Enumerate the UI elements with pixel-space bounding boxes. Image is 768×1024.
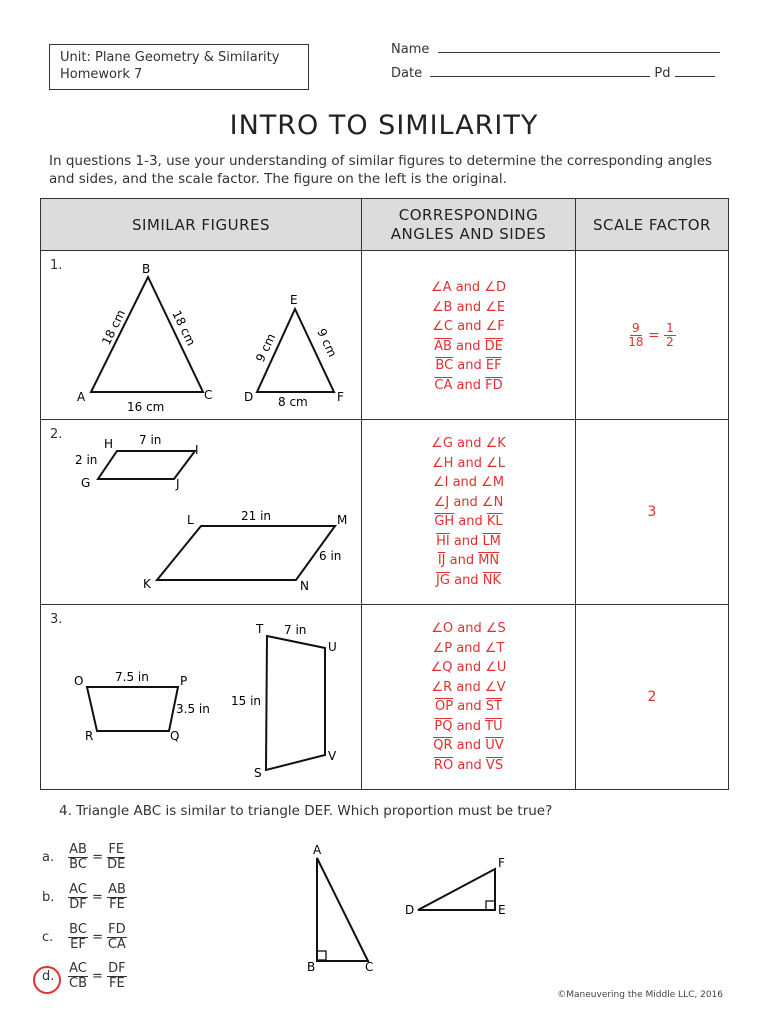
label-c: C [204, 388, 213, 402]
label-ac: 16 cm [127, 400, 165, 414]
answer-circle [33, 966, 61, 994]
row-number: 3. [50, 612, 63, 627]
svg-text:K: K [143, 577, 151, 591]
svg-text:U: U [328, 640, 337, 654]
header-similar-figures: SIMILAR FIGURES [41, 199, 362, 251]
trapezoid-stuv [266, 636, 325, 770]
svg-text:O: O [74, 674, 84, 688]
label-b: B [142, 262, 151, 276]
svg-text:L: L [187, 513, 194, 527]
svg-text:7.5 in: 7.5 in [115, 670, 149, 684]
label-bc: 18 cm [169, 308, 199, 348]
triangle-figures [41, 251, 359, 416]
corresponding-list: ∠O and ∠S ∠P and ∠T ∠Q and ∠U ∠R and ∠V $\overline{OP}$ and $\overline{ST}$ $\overline{PQ}$ and $\overline{TU}$ $\overline{QR}$ and $\overline{UV}$ $\overline{RO}$ and $\overline{VS}$ [362, 605, 576, 790]
header-scale-factor: SCALE FACTOR [576, 199, 729, 251]
svg-text:B: B [307, 960, 316, 974]
svg-text:G: G [81, 476, 91, 490]
svg-text:I: I [195, 443, 199, 457]
scale-factor-cell: $\frac{9}{18}$ = $\frac{1}{2}$ [576, 251, 729, 420]
table-row [41, 605, 729, 790]
unit-line: Unit: Plane Geometry & Similarity [60, 50, 280, 65]
similarity-table [40, 198, 729, 790]
option-a[interactable]: a. $\frac{AB}{BC}$ = $\frac{FE}{DE}$ [42, 842, 126, 872]
instructions: In questions 1-3, use your understanding of similar figures to determine the corresponding angles and sides, and the scale factor. The figure on the left is the original. [49, 153, 713, 187]
corresponding-list: ∠G and ∠K ∠H and ∠L ∠I and ∠M ∠J and ∠N $\overline{GH}$ and $\overline{KL}$ $\overline{HI}$ and $\overline{LM}$ $\overline{IJ}$ and $\overline{MN}$ $\overline{JG}$ and $\overline{NK}$ [362, 420, 576, 605]
svg-text:3.5 in: 3.5 in [176, 702, 210, 716]
label-d: D [244, 390, 254, 404]
question-4-text: 4. Triangle ABC is similar to triangle DEF. Which proportion must be true? [59, 803, 553, 819]
svg-text:N: N [300, 579, 309, 593]
svg-text:P: P [180, 674, 188, 688]
svg-text:21 in: 21 in [241, 509, 272, 523]
label-e: E [290, 293, 298, 307]
corresponding-list: ∠A and ∠D ∠B and ∠E ∠C and ∠F $\overline{AB}$ and $\overline{DE}$ $\overline{BC}$ and $\overline{EF}$ $\overline{CA}$ and $\overline{FD}$ [362, 251, 576, 420]
svg-text:2 in: 2 in [75, 453, 98, 467]
triangle-abc-q4 [317, 858, 368, 961]
svg-text:D: D [405, 903, 415, 917]
svg-text:M: M [337, 513, 348, 527]
row-number: 1. [50, 258, 63, 273]
copyright: ©Maneuvering the Middle LLC, 2016 [557, 990, 723, 1000]
label-ef: 9 cm [314, 326, 340, 360]
name-field[interactable] [391, 42, 720, 57]
parallelogram-figures [41, 420, 359, 602]
homework-line: Homework 7 [60, 67, 143, 82]
svg-text:7 in: 7 in [139, 433, 162, 447]
label-de: 9 cm [253, 331, 279, 365]
page-title: INTRO TO SIMILARITY [229, 110, 539, 141]
table-row [41, 251, 729, 420]
label-a: A [77, 390, 86, 404]
label-df: 8 cm [278, 395, 308, 409]
svg-text:E: E [498, 903, 506, 917]
triangle-def-q4 [418, 869, 495, 910]
option-c[interactable]: c. $\frac{BC}{EF}$ = $\frac{FD}{CA}$ [42, 922, 126, 952]
svg-text:R: R [85, 729, 94, 743]
svg-text:7 in: 7 in [284, 623, 307, 637]
row-number: 2. [50, 427, 63, 442]
unit-box [49, 44, 309, 90]
label-f: F [337, 390, 344, 404]
svg-text:H: H [104, 437, 114, 451]
label-ab: 18 cm [99, 307, 129, 348]
pd-label: Pd [654, 66, 671, 81]
trapezoid-opqr [87, 687, 178, 731]
svg-text:F: F [498, 856, 505, 870]
header-corresponding: CORRESPONDING ANGLES AND SIDES [362, 199, 576, 251]
date-label: Date [391, 66, 423, 81]
svg-text:Q: Q [170, 729, 180, 743]
svg-text:T: T [256, 622, 264, 636]
option-b[interactable]: b. $\frac{AC}{DF}$ = $\frac{AB}{FE}$ [42, 882, 126, 912]
q4-triangles [295, 840, 525, 980]
scale-factor-cell: 3 [576, 420, 729, 605]
name-label: Name [391, 42, 430, 57]
svg-text:15 in: 15 in [231, 694, 262, 708]
parallelogram-ghij [98, 451, 195, 479]
scale-factor-cell: 2 [576, 605, 729, 790]
svg-text:J: J [176, 477, 180, 491]
date-field[interactable] [391, 66, 715, 81]
svg-text:A: A [313, 843, 322, 857]
svg-text:C: C [365, 960, 374, 974]
table-row [41, 420, 729, 605]
option-d[interactable]: d. $\frac{AC}{CB}$ = $\frac{DF}{FE}$ [42, 961, 126, 991]
svg-text:6 in: 6 in [319, 549, 342, 563]
parallelogram-klmn [157, 526, 335, 580]
svg-text:S: S [254, 766, 262, 780]
svg-text:V: V [328, 749, 337, 763]
trapezoid-figures [41, 605, 359, 787]
